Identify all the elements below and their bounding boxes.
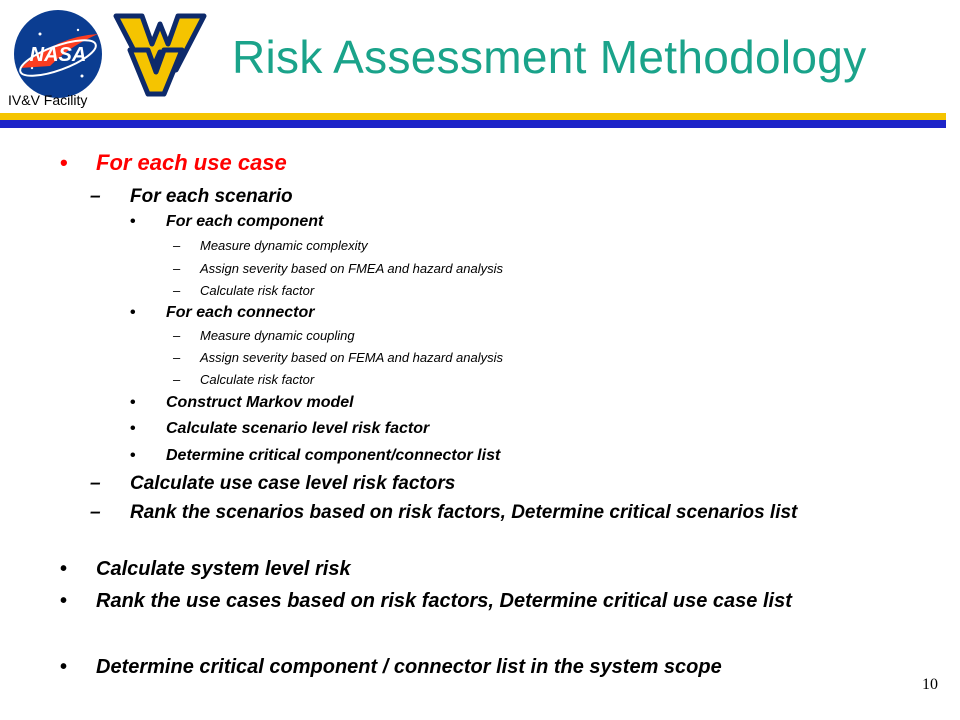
dash-text: Calculate risk factor — [200, 372, 315, 387]
bullet-marker: • — [130, 213, 136, 230]
bullet-text: Rank the use cases based on risk factors, Determine critical use case list — [96, 590, 792, 612]
bullet-system-scope — [60, 656, 722, 679]
dash-text: Assign severity based on FEMA and hazard analysis — [200, 350, 504, 365]
page-number: 10 — [922, 676, 938, 693]
dash-comp-item — [173, 283, 315, 298]
nasa-logo — [10, 6, 106, 102]
dash-conn-item — [173, 328, 355, 343]
bullet-text: For each component — [166, 213, 324, 230]
bullet-use-case — [60, 150, 287, 176]
bullet-marker: • — [130, 394, 136, 411]
bullet-marker: • — [60, 558, 68, 580]
bullet-text: Determine critical component/connector list — [166, 447, 501, 464]
bullet-connector — [130, 304, 315, 322]
header-divider-blue — [0, 120, 946, 128]
dash-rank-scenarios — [90, 502, 910, 524]
dash-marker: – — [173, 372, 181, 387]
dash-text: Assign severity based on FMEA and hazard analysis — [200, 261, 504, 276]
page-title: Risk Assessment Methodology — [232, 31, 867, 83]
dash-text: Measure dynamic complexity — [200, 238, 368, 253]
header-divider-yellow — [0, 113, 946, 120]
facility-label: IV&V Facility — [8, 92, 88, 108]
dash-conn-item — [173, 372, 315, 387]
bullet-text: Calculate scenario level risk factor — [166, 420, 430, 437]
dash-scenario — [90, 186, 293, 208]
dash-marker: – — [90, 186, 101, 207]
dash-marker: – — [173, 328, 181, 343]
nasa-wordmark: NASA — [29, 44, 87, 66]
dash-marker: – — [90, 502, 101, 523]
dash-conn-item — [173, 350, 504, 365]
dash-marker: – — [90, 473, 101, 494]
bullet-marker: • — [130, 420, 136, 437]
dash-marker: – — [173, 283, 181, 298]
bullet-text: Calculate system level risk — [96, 558, 351, 580]
bullet-critical-list — [130, 447, 501, 465]
bullet-marker: • — [60, 150, 68, 175]
bullet-marker: • — [60, 590, 68, 612]
dash-comp-item — [173, 238, 368, 253]
dash-text: Rank the scenarios based on risk factors, Determine critical scenarios list — [130, 502, 798, 523]
bullet-text: For each connector — [166, 304, 315, 321]
bullet-markov — [130, 394, 354, 412]
dash-usecase-risk — [90, 473, 456, 495]
dash-text: Calculate risk factor — [200, 283, 315, 298]
bullet-marker: • — [130, 304, 136, 321]
bullet-text: For each use case — [96, 150, 287, 175]
bullet-rank-usecases — [60, 586, 916, 616]
bullet-marker: • — [130, 447, 136, 464]
dash-marker: – — [173, 261, 181, 276]
dash-text: Measure dynamic coupling — [200, 328, 355, 343]
bullet-text: Determine critical component / connector list in the system scope — [96, 656, 722, 678]
dash-text: For each scenario — [130, 186, 293, 207]
bullet-component — [130, 213, 324, 231]
bullet-text: Construct Markov model — [166, 394, 354, 411]
dash-comp-item — [173, 261, 504, 276]
dash-marker: – — [173, 350, 181, 365]
bullet-system-risk — [60, 558, 351, 581]
dash-marker: – — [173, 238, 181, 253]
bullet-marker: • — [60, 656, 68, 678]
dash-text: Calculate use case level risk factors — [130, 473, 456, 494]
bullet-scenario-risk — [130, 420, 430, 438]
wvu-logo — [112, 10, 208, 100]
